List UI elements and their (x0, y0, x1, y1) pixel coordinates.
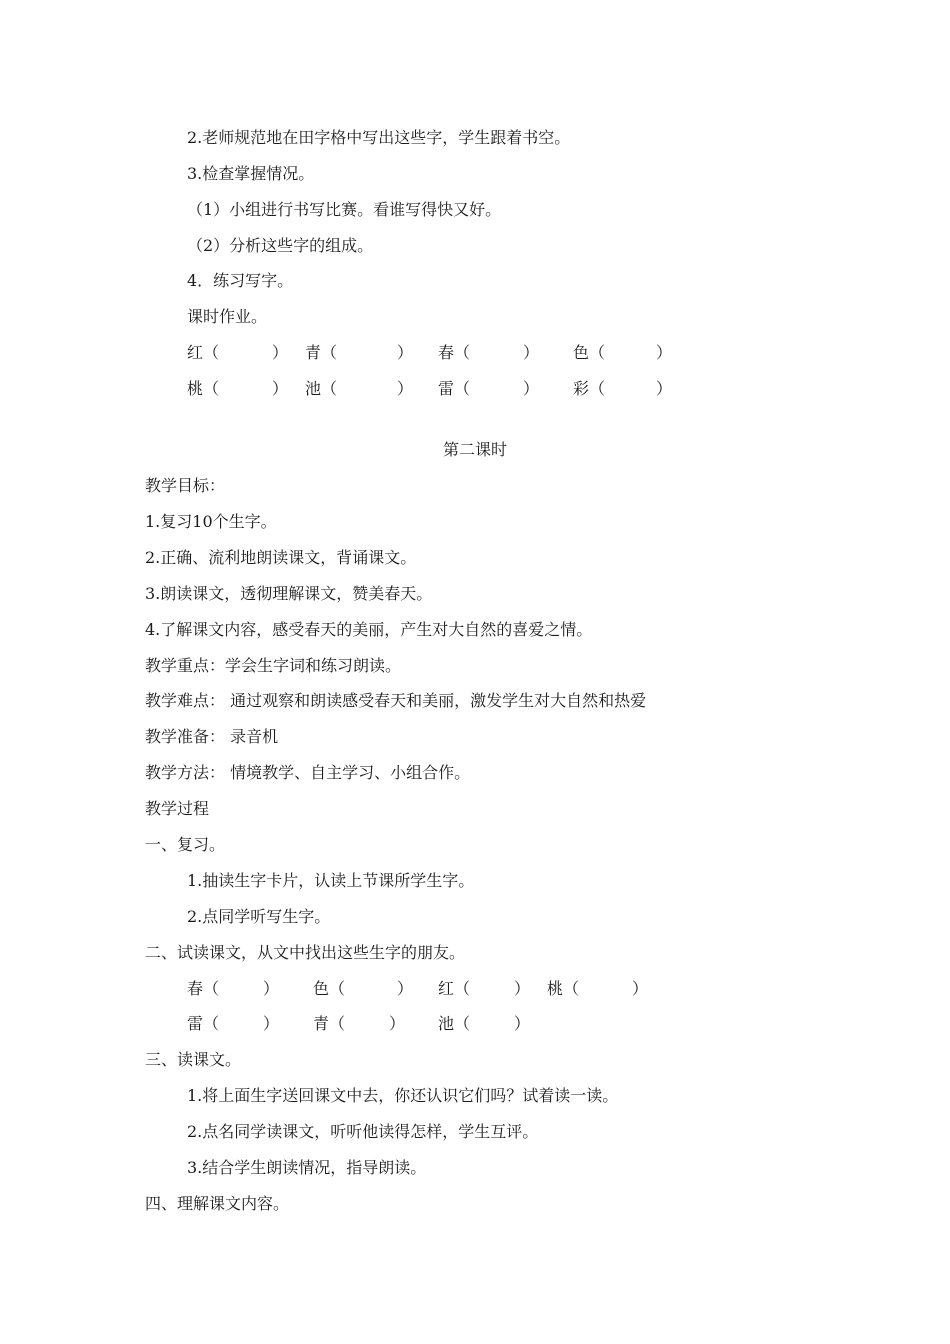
char-blank-close: ） (263, 1014, 280, 1033)
char-blank-close: ） (397, 979, 414, 998)
char-blank-open: 桃（ (187, 379, 220, 398)
char-blank-open: 桃（ (547, 979, 580, 998)
char-blank-open: 青（ (313, 1014, 346, 1033)
section-1-item-1: 1.抽读生字卡片，认读上节课所学生字。 (187, 871, 475, 890)
char-blank-close: ） (272, 379, 289, 398)
goal-1: 1.复习10个生字。 (145, 512, 277, 531)
lesson-title: 第二课时 (442, 440, 507, 459)
char-blank-open: 红（ (438, 979, 471, 998)
step-3-line: 3.检查掌握情况。 (187, 164, 315, 183)
section-3-item-3: 3.结合学生朗读情况，指导朗读。 (187, 1158, 427, 1177)
char-blank-open: 雷（ (438, 379, 471, 398)
step-2-line: 2.老师规范地在田字格中写出这些字，学生跟着书空。 (187, 128, 571, 147)
char-blank-open: 春（ (187, 979, 220, 998)
homework-label: 课时作业。 (187, 307, 268, 326)
step-4-line: 4．练习写字。 (187, 271, 294, 290)
section-1-item-2: 2.点同学听写生字。 (187, 907, 331, 926)
substep-1-line: （1）小组进行书写比赛。看谁写得快又好。 (187, 200, 502, 219)
char-blank-open: 色（ (573, 343, 606, 362)
substep-2-line: （2）分析这些字的组成。 (187, 236, 374, 255)
goals-label: 教学目标： (145, 476, 226, 495)
preparation: 教学准备： 录音机 (145, 727, 279, 746)
char-blank-close: ） (389, 1014, 406, 1033)
char-blank-close: ） (632, 979, 649, 998)
char-blank-open: 彩（ (573, 379, 606, 398)
char-blank-open: 青（ (305, 343, 338, 362)
goal-2: 2.正确、流利地朗读课文，背诵课文。 (145, 548, 417, 567)
char-blank-close: ） (272, 343, 289, 362)
process-label: 教学过程 (145, 799, 210, 818)
section-3-item-2: 2.点名同学读课文，听听他读得怎样，学生互评。 (187, 1122, 539, 1141)
goal-3: 3.朗读课文，透彻理解课文，赞美春天。 (145, 584, 433, 603)
difficulties: 教学难点： 通过观察和朗读感受春天和美丽，激发学生对大自然和热爱 (145, 691, 647, 710)
section-1-heading: 一、复习。 (145, 835, 226, 854)
char-blank-open: 春（ (438, 343, 471, 362)
char-blank-close: ） (523, 343, 540, 362)
char-blank-open: 池（ (305, 379, 338, 398)
goal-4: 4.了解课文内容，感受春天的美丽，产生对大自然的喜爱之情。 (145, 620, 593, 639)
section-3-item-1: 1.将上面生字送回课文中去，你还认识它们吗？试着读一读。 (187, 1086, 619, 1105)
char-blank-open: 色（ (313, 979, 346, 998)
section-3-heading: 三、读课文。 (145, 1050, 242, 1069)
char-blank-close: ） (263, 979, 280, 998)
char-blank-close: ） (397, 379, 414, 398)
char-blank-open: 雷（ (187, 1014, 220, 1033)
char-blank-close: ） (656, 379, 673, 398)
char-blank-close: ） (514, 1014, 531, 1033)
section-2-heading: 二、试读课文，从文中找出这些生字的朋友。 (145, 943, 466, 962)
teaching-method: 教学方法： 情境教学、自主学习、小组合作。 (145, 763, 471, 782)
char-blank-open: 池（ (438, 1014, 471, 1033)
key-points: 教学重点：学会生字词和练习朗读。 (145, 656, 402, 675)
char-blank-open: 红（ (187, 343, 220, 362)
section-4-heading: 四、理解课文内容。 (145, 1194, 290, 1213)
char-blank-close: ） (514, 979, 531, 998)
char-blank-close: ） (523, 379, 540, 398)
char-blank-close: ） (656, 343, 673, 362)
char-blank-close: ） (397, 343, 414, 362)
